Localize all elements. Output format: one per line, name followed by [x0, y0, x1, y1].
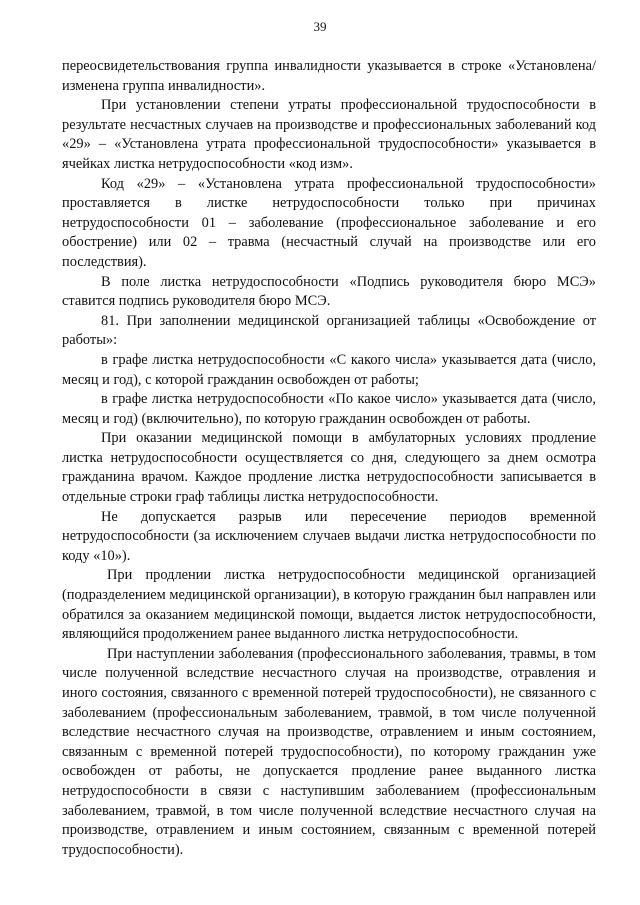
- paragraph: При установлении степени утраты профессиональной трудоспособности в результате несчастных случаев на производстве и профессиональных заболеваний код «29» – «Установлена утрата профессиональной трудоспособности» указывается в ячейках листка нетрудоспособности «код изм».: [62, 97, 596, 172]
- paragraph: Не допускается разрыв или пересечение периодов временной нетрудоспособности (за исключением случаев выдачи листка нетрудоспособности по коду «10»).: [62, 508, 596, 564]
- paragraph-item-81: 81. При заполнении медицинской организацией таблицы «Освобождение от работы»:: [62, 312, 596, 349]
- paragraph-continuation: переосвидетельствования группа инвалидности указывается в строке «Установлена/изменена группа инвалидности».: [62, 58, 596, 94]
- paragraph: При продлении листка нетрудоспособности медицинской организацией (подразделением медицинской организации), в которую гражданин был направлен или обратился за оказанием медицинской помощи, выдается листок нетрудоспособности, являющийся продолжением ранее выданного листка нетрудоспособности.: [62, 567, 596, 643]
- paragraph: Код «29» – «Установлена утрата профессиональной трудоспособности» проставляется в листке нетрудоспособности только при причинах нетрудоспособности 01 – заболевание (профессиональное заболевание и его обострение) или 02 – травма (несчастный случай на производстве или его последствия).: [62, 175, 596, 270]
- paragraph: в графе листка нетрудоспособности «С какого числа» указывается дата (число, месяц и год), с которой гражданин освобожден от работы;: [62, 351, 596, 388]
- paragraph: В поле листка нетрудоспособности «Подпись руководителя бюро МСЭ» ставится подпись руководителя бюро МСЭ.: [62, 273, 596, 310]
- paragraph: в графе листка нетрудоспособности «По какое число» указывается дата (число, месяц и год) (включительно), по которую гражданин освобожден от работы.: [62, 391, 596, 427]
- page-number: 39: [313, 19, 327, 34]
- paragraph: При наступлении заболевания (профессионального заболевания, травмы, в том числе полученной вследствие несчастного случая на производстве, отравления и иного состояния, связанного с временной потерей трудоспособности), не связанного с заболеванием (профессиональным заболеванием, травмой, в том числе полученной вследствие несчастного случая на производстве, отравлением и иным состоянием, связанным с временной потерей трудоспособности), по которому гражданин уже освобожден от работы, не допускается продление ранее выданного листка нетрудоспособности в связи с наступившим заболеванием (профессиональным заболеванием, травмой, в том числе полученной вследствие несчастного случая на производстве, отравлением и иным состоянием, связанным с временной потерей трудоспособности).: [62, 645, 596, 858]
- paragraph: При оказании медицинской помощи в амбулаторных условиях продление листка нетрудоспособности осуществляется со дня, следующего за днем осмотра гражданина врачом. Каждое продление листка нетрудоспособности записывается в отдельные строки граф таблицы листка нетрудоспособности.: [62, 430, 596, 506]
- document-body: [62, 57, 596, 860]
